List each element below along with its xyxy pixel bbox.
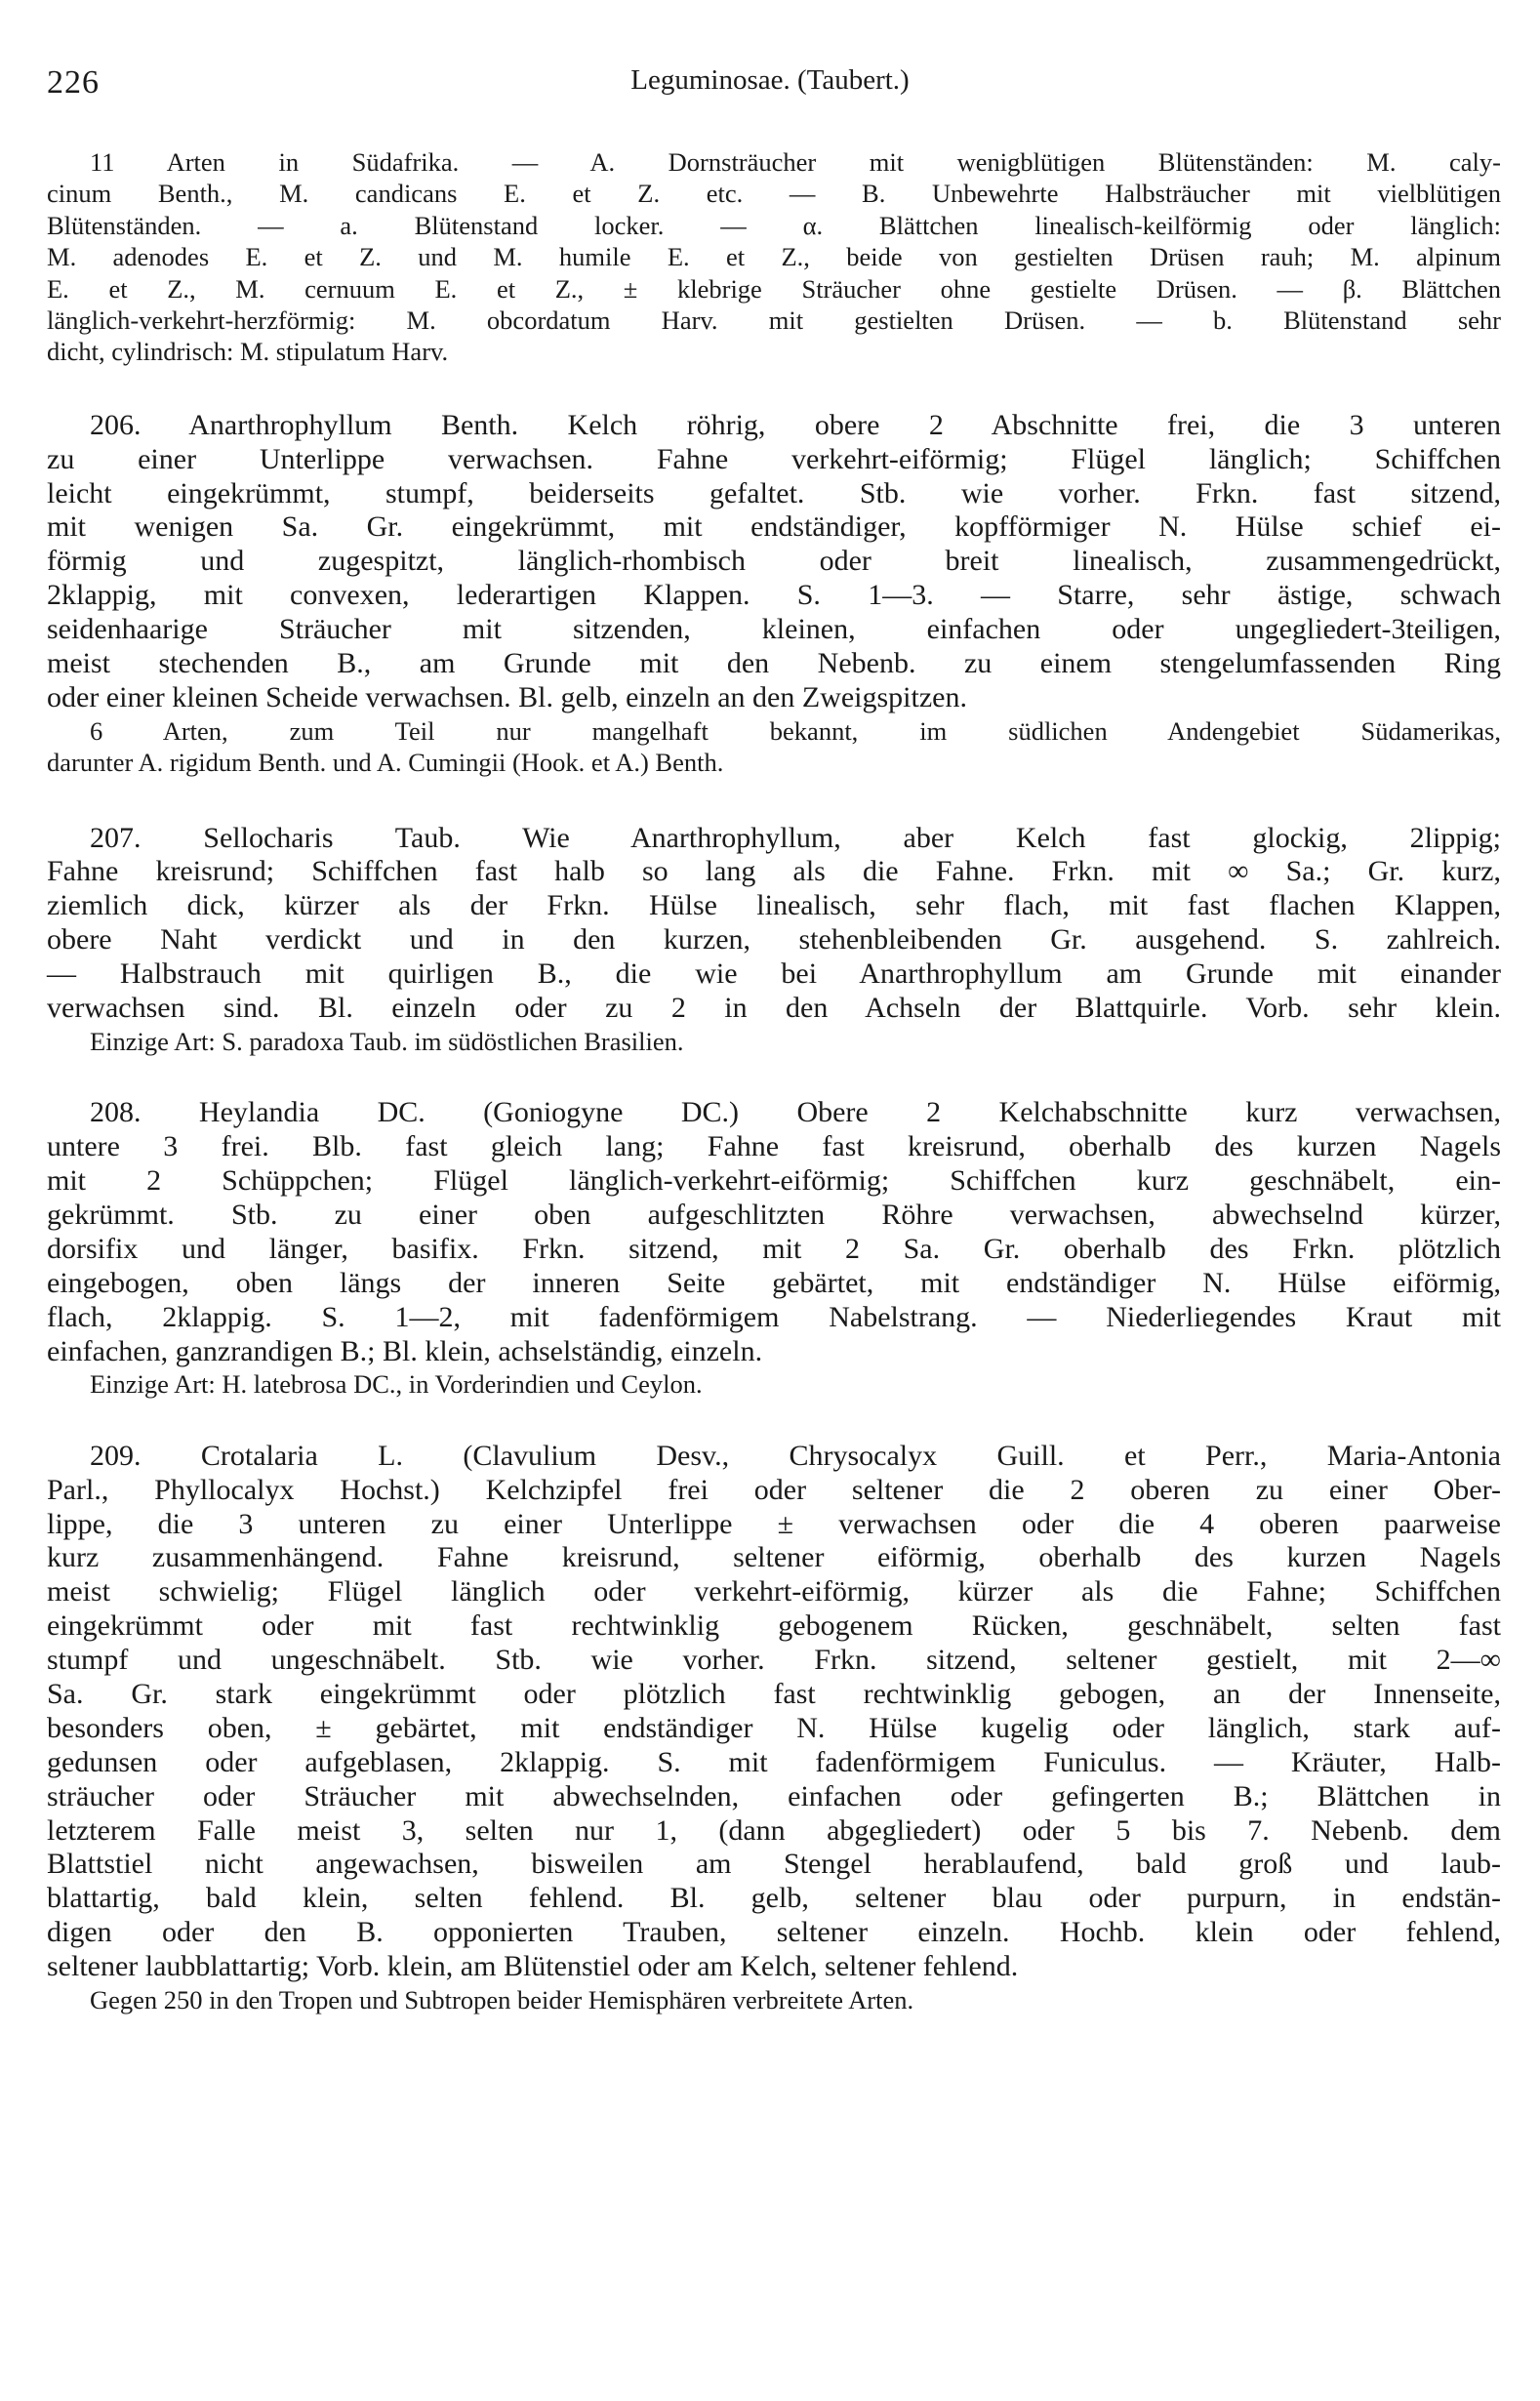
text-line: länglich-verkehrt-herzförmig: M. obcordatum Harv. mit gestielten Drüsen. — b. Blütenstand sehr bbox=[47, 305, 1501, 335]
genus-207-paragraph bbox=[47, 822, 1501, 1026]
text-line: förmig und zugespitzt, länglich-rhombisch oder breit linealisch, zusammengedrückt, bbox=[47, 545, 1501, 578]
text-line: einfachen, ganzrandigen B.; Bl. klein, achselständig, einzeln. bbox=[47, 1334, 763, 1367]
text-line: mit wenigen Sa. Gr. eingekrümmt, mit endständiger, kopfförmiger N. Hülse schief ei- bbox=[47, 510, 1501, 544]
running-head: Leguminosae. (Taubert.) bbox=[630, 64, 910, 96]
text-line: Gegen 250 in den Tropen und Subtropen beider Hemisphären verbreitete Arten. bbox=[90, 1985, 914, 2015]
text-line: 11 Arten in Südafrika. — A. Dornsträucher mit wenigblütigen Blütenständen: M. caly- bbox=[90, 147, 1501, 177]
text-line: Blattstiel nicht angewachsen, bisweilen am Stengel herablaufend, bald groß und laub- bbox=[47, 1848, 1501, 1881]
text-line: seidenhaarige Sträucher mit sitzenden, kleinen, einfachen oder ungegliedert-3teiligen, bbox=[47, 613, 1501, 646]
text-line: Sa. Gr. stark eingekrümmt oder plötzlich fast rechtwinklig gebogen, an der Innenseite, bbox=[47, 1678, 1501, 1711]
body-text bbox=[47, 146, 1501, 2015]
text-line: cinum Benth., M. candicans E. et Z. etc. — B. Unbewehrte Halbsträucher mit vielblütigen bbox=[47, 179, 1501, 209]
page-number: 226 bbox=[47, 64, 100, 101]
text-line: oder einer kleinen Scheide verwachsen. Bl. gelb, einzeln an den Zweigspitzen. bbox=[47, 680, 967, 713]
text-line: 2klappig, mit convexen, lederartigen Klappen. S. 1—3. — Starre, sehr ästige, schwach bbox=[47, 579, 1501, 612]
text-line: leicht eingekrümmt, stumpf, beiderseits gefaltet. Stb. wie vorher. Frkn. fast sitzend, bbox=[47, 476, 1501, 509]
text-line: stumpf und ungeschnäbelt. Stb. wie vorher. Frkn. sitzend, seltener gestielt, mit 2—∞ bbox=[47, 1644, 1501, 1677]
text-line: untere 3 frei. Blb. fast gleich lang; Fahne fast kreisrund, oberhalb des kurzen Nagels bbox=[47, 1130, 1501, 1163]
text-line: Einzige Art: S. paradoxa Taub. im südöstlichen Brasilien. bbox=[90, 1026, 684, 1056]
text-line: blattartig, bald klein, selten fehlend. Bl. gelb, seltener blau oder purpurn, in endstän- bbox=[47, 1882, 1501, 1915]
text-line: M. adenodes E. et Z. und M. humile E. et Z., beide von gestielten Drüsen rauh; M. alpinum bbox=[47, 242, 1501, 272]
text-line: 209. Crotalaria L. (Clavulium Desv., Chrysocalyx Guill. et Perr., Maria-Antonia bbox=[90, 1439, 1501, 1472]
text-line: 208. Heylandia DC. (Goniogyne DC.) Obere 2 Kelchabschnitte kurz verwachsen, bbox=[90, 1096, 1501, 1129]
text-line: ziemlich dick, kürzer als der Frkn. Hülse linealisch, sehr flach, mit fast flachen Klappen, bbox=[47, 889, 1501, 922]
text-line: Parl., Phyllocalyx Hochst.) Kelchzipfel frei oder seltener die 2 oberen zu einer Ober- bbox=[47, 1473, 1501, 1506]
text-line: Einzige Art: H. latebrosa DC., in Vorderindien und Ceylon. bbox=[90, 1369, 703, 1400]
text-line: seltener laubblattartig; Vorb. klein, am Blütenstiel oder am Kelch, seltener fehlend. bbox=[47, 1950, 1019, 1983]
genus-208-paragraph bbox=[47, 1096, 1501, 1368]
text-line: zu einer Unterlippe verwachsen. Fahne verkehrt-eiförmig; Flügel länglich; Schiffchen bbox=[47, 442, 1501, 475]
text-line: Fahne kreisrund; Schiffchen fast halb so lang als die Fahne. Frkn. mit ∞ Sa.; Gr. kurz, bbox=[47, 855, 1501, 888]
text-line: E. et Z., M. cernuum E. et Z., ± klebrige Sträucher ohne gestielte Drüsen. — β. Blättchen bbox=[47, 273, 1501, 304]
text-line: eingekrümmt oder mit fast rechtwinklig gebogenem Rücken, geschnäbelt, selten fast bbox=[47, 1609, 1501, 1643]
text-line: digen oder den B. opponierten Trauben, seltener einzeln. Hochb. klein oder fehlend, bbox=[47, 1916, 1501, 1949]
genus-206-paragraph bbox=[47, 409, 1501, 715]
text-line: Blütenständen. — a. Blütenstand locker. — α. Blättchen linealisch-keilförmig oder länglich: bbox=[47, 210, 1501, 240]
text-line: flach, 2klappig. S. 1—2, mit fadenförmigem Nabelstrang. — Niederliegendes Kraut mit bbox=[47, 1300, 1501, 1333]
genus-208-note bbox=[47, 1368, 1501, 1400]
text-line: — Halbstrauch mit quirligen B., die wie bei Anarthrophyllum am Grunde mit einander bbox=[47, 957, 1501, 991]
text-line: obere Naht verdickt und in den kurzen, stehenbleibenden Gr. ausgehend. S. zahlreich. bbox=[47, 923, 1501, 956]
text-line: gedunsen oder aufgeblasen, 2klappig. S. mit fadenförmigem Funiculus. — Kräuter, Halb- bbox=[47, 1745, 1501, 1778]
text-line: verwachsen sind. Bl. einzeln oder zu 2 in den Achseln der Blattquirle. Vorb. sehr klein. bbox=[47, 991, 1501, 1024]
text-line: mit 2 Schüppchen; Flügel länglich-verkehrt-eiförmig; Schiffchen kurz geschnäbelt, ein- bbox=[47, 1164, 1501, 1198]
text-line: dicht, cylindrisch: M. stipulatum Harv. bbox=[47, 337, 449, 367]
genus-206-note bbox=[47, 715, 1501, 779]
intro-paragraph bbox=[47, 146, 1501, 368]
text-line: 6 Arten, zum Teil nur mangelhaft bekannt, im südlichen Andengebiet Südamerikas, bbox=[90, 715, 1501, 746]
text-line: besonders oben, ± gebärtet, mit endständiger N. Hülse kugelig oder länglich, stark auf- bbox=[47, 1711, 1501, 1744]
genus-209-paragraph bbox=[47, 1440, 1501, 1984]
text-line: dorsifix und länger, basifix. Frkn. sitzend, mit 2 Sa. Gr. oberhalb des Frkn. plötzlich bbox=[47, 1232, 1501, 1265]
text-line: gekrümmt. Stb. zu einer oben aufgeschlitzten Röhre verwachsen, abwechselnd kürzer, bbox=[47, 1198, 1501, 1231]
text-line: 207. Sellocharis Taub. Wie Anarthrophyllum, aber Kelch fast glockig, 2lippig; bbox=[90, 821, 1501, 854]
text-line: 206. Anarthrophyllum Benth. Kelch röhrig, obere 2 Abschnitte frei, die 3 unteren bbox=[90, 408, 1501, 441]
genus-207-note bbox=[47, 1026, 1501, 1057]
text-line: meist stechenden B., am Grunde mit den Nebenb. zu einem stengelumfassenden Ring bbox=[47, 646, 1501, 679]
text-line: eingebogen, oben längs der inneren Seite gebärtet, mit endständiger N. Hülse eiförmig, bbox=[47, 1266, 1501, 1299]
text-line: darunter A. rigidum Benth. und A. Cumingii (Hook. et A.) Benth. bbox=[47, 748, 724, 778]
text-line: lippe, die 3 unteren zu einer Unterlippe ± verwachsen oder die 4 oberen paarweise bbox=[47, 1507, 1501, 1540]
text-line: letzterem Falle meist 3, selten nur 1, (dann abgegliedert) oder 5 bis 7. Nebenb. dem bbox=[47, 1813, 1501, 1847]
text-line: sträucher oder Sträucher mit abwechselnden, einfachen oder gefingerten B.; Blättchen in bbox=[47, 1779, 1501, 1812]
genus-209-note bbox=[47, 1984, 1501, 2015]
text-line: kurz zusammenhängend. Fahne kreisrund, seltener eiförmig, oberhalb des kurzen Nagels bbox=[47, 1541, 1501, 1574]
text-line: meist schwielig; Flügel länglich oder verkehrt-eiförmig, kürzer als die Fahne; Schiffchen bbox=[47, 1575, 1501, 1608]
